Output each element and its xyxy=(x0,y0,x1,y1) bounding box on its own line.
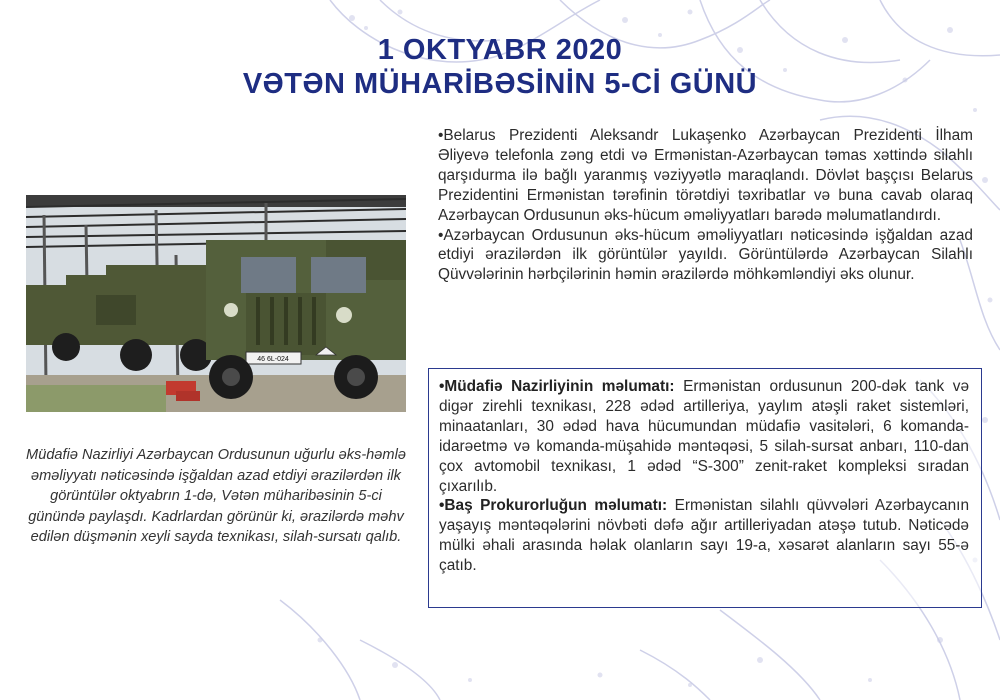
info-label-defense-ministry: Müdafiə Nazirliyinin məlumatı: xyxy=(444,378,675,395)
license-plate: 46 6L-024 xyxy=(257,356,289,363)
news-paragraph-belarus: •Belarus Prezidenti Aleksandr Lukaşenko Azərbaycan Prezidenti İlham Əliyevə telefonla zəng etdi və Ermənistan-Azərbaycan təmas xəttində silahlı qarşıdurma ilə bağlı yaranmış vəziyyətlə maraqlandı. Dövlət başçısı Belarus Prezidentini Ermənistan tərəfinin törətdiyi təxribatlar və buna cavab olaraq Azərbaycan Ordusunun əks-hücum əməliyyatları barədə məlumatlandırdı. xyxy=(438,127,973,224)
bullet: • xyxy=(439,378,445,395)
military-trucks-photo xyxy=(26,195,406,412)
page-title-heading: VƏTƏN MÜHARİBƏSİNİN 5-Cİ GÜNÜ xyxy=(242,68,758,100)
news-paragraph-footage: •Azərbaycan Ordusunun əks-hücum əməliyyatları nəticəsində işğaldan azad etdiyi ərazilərdən ilk görüntülər yayıldı. Görüntülərdə Azərbaycan Silahlı Qüvvələrinin hərbçilərinin həmin ərazilərdə möhkəmləndiyi əks olunur. xyxy=(438,226,973,284)
official-info-box xyxy=(428,368,982,608)
info-item-prosecutor xyxy=(439,496,969,576)
page-title-date: 1 OKTYABR 2020 xyxy=(377,34,623,66)
photo-caption: Müdafiə Nazirliyi Azərbaycan Ordusunun uğurlu əks-həmlə əməliyyatı nəticəsində işğaldan azad etdiyi ərazilərdən ilk görüntülər oktyabrın 1-də, Vətən müharibəsinin 5-ci günündə paylaşdı. Kadrlardan görünür ki, ərazilərdə məhv edilən düşmənin xeyli sayda texnikası, silah-sursatı qalıb. xyxy=(26,447,406,546)
info-label-prosecutor: Baş Prokurorluğun məlumatı: xyxy=(444,497,668,515)
news-text-block xyxy=(438,126,973,285)
info-item-defense-ministry xyxy=(439,377,969,496)
info-text-prosecutor: Ermənistan silahlı qüvvələri Azərbaycanın yaşayış məntəqələrini növbəti dəfə ağır artilleriyadan atəşə tutub. Nəticədə mülki əhali arasında həlak olanların sayı 19-a, xəsarət alanların sayı 55-ə çatıb. xyxy=(439,497,969,575)
bullet: • xyxy=(439,497,445,515)
info-text-defense-ministry: Ermənistan ordusunun 200-dək tank və digər zirehli texnikası, 228 ədəd artilleriya, yaylım atəşli raket sistemləri, minaatanları, 30 ədəd hava hücumundan müdafiə vasitələri, 6 komanda-idarəetmə və komanda-müşahidə məntəqəsi, 5 silah-sursat anbarı, 110-dan çox avtomobil texnikası, 1 ədəd “S-300” zenit-raket kompleksi sıradan çıxarılıb. xyxy=(439,378,969,495)
